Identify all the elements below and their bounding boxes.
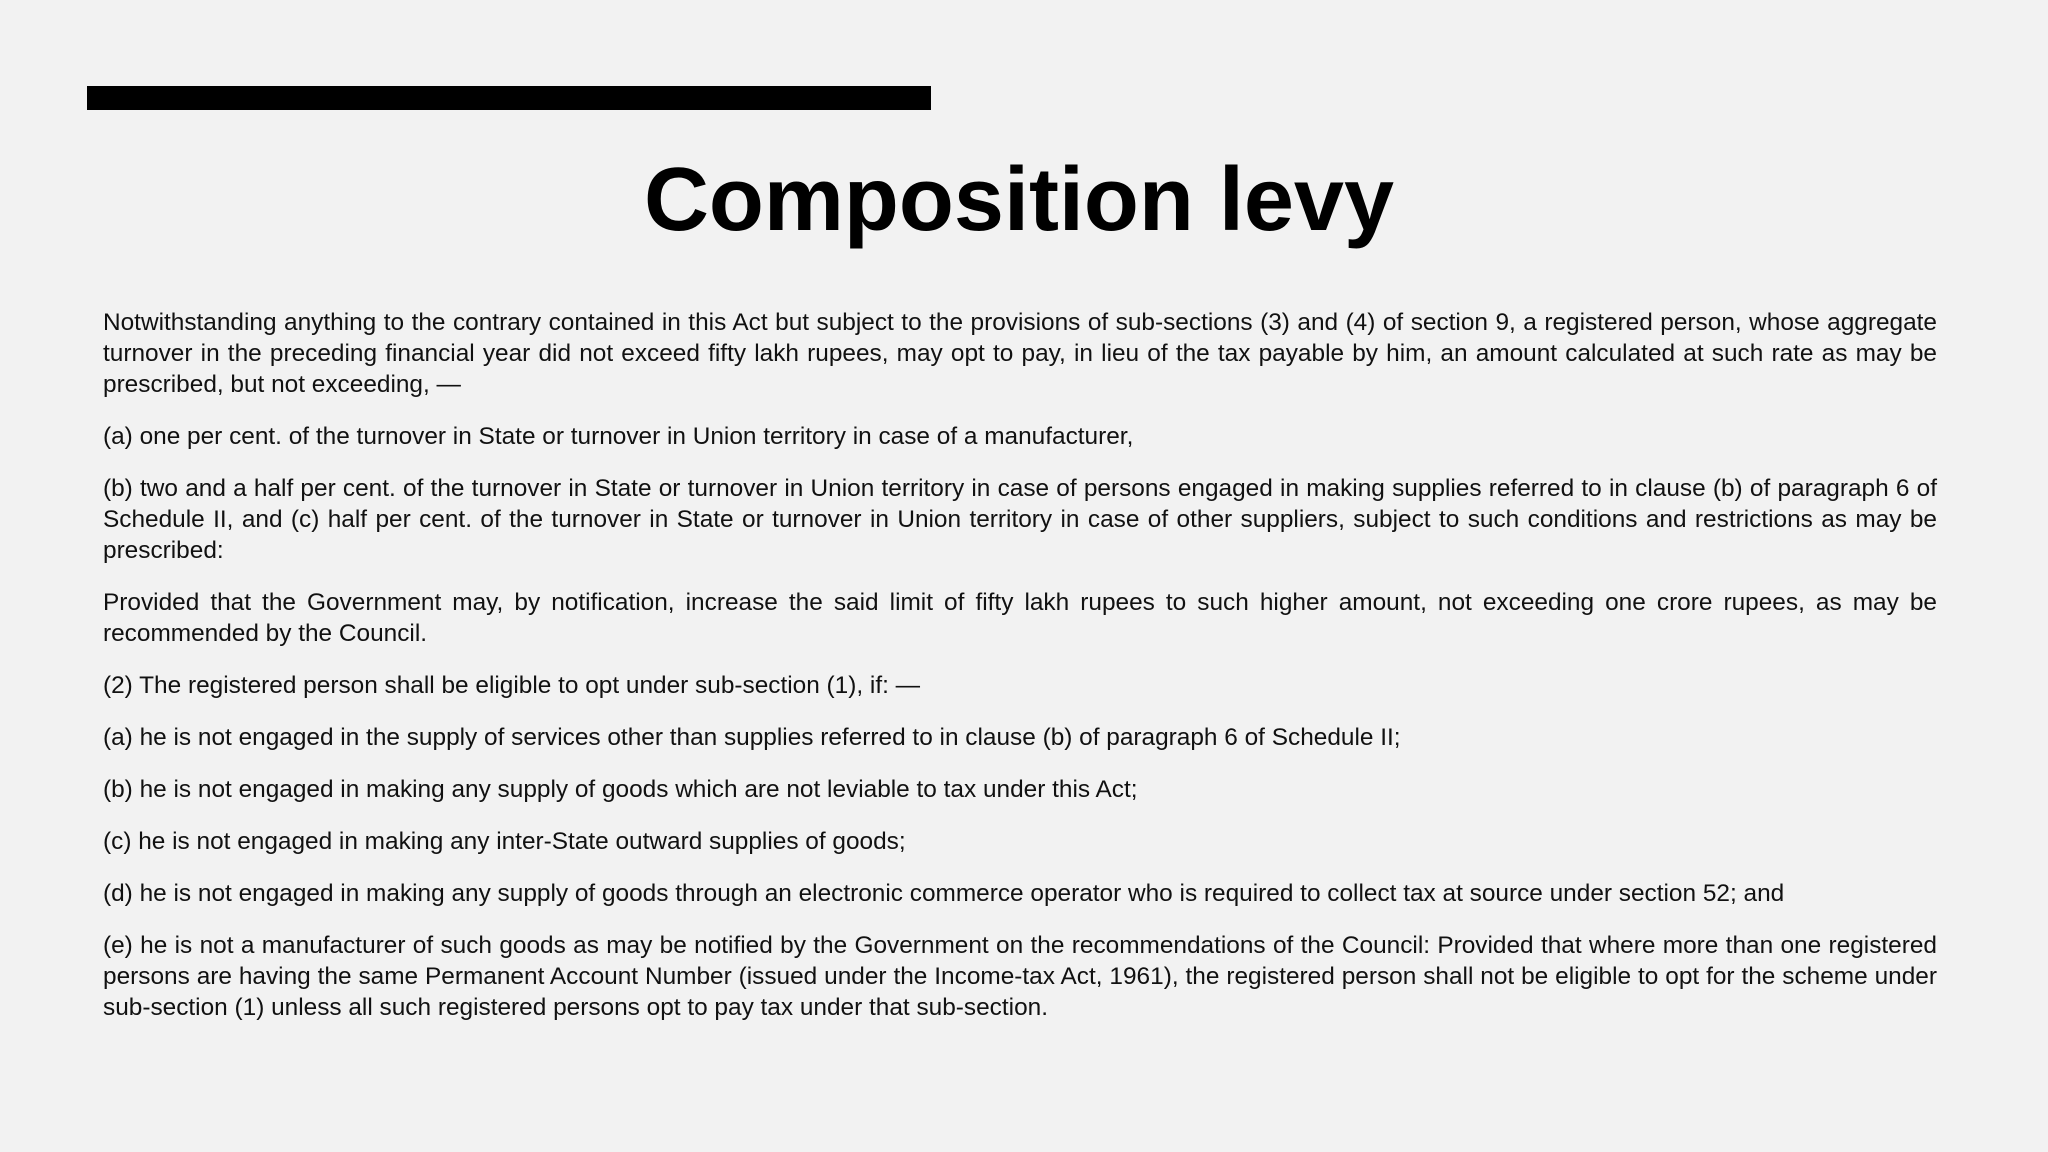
paragraph-clause-b-c: (b) two and a half per cent. of the turnover in State or turnover in Union territory in case of persons engaged in making supplies referred to in clause (b) of paragraph 6 of Schedule II, and (c) half per cent. of the turnover in State or turnover in Union territory in case of other suppliers, subject to such conditions and restrictions as may be prescribed: [103,475,1937,564]
paragraph-condition-e: (e) he is not a manufacturer of such goods as may be notified by the Government on the recommendations of the Council: Provided that where more than one registered persons are having the same Permanent Account Number (issued under the Income-tax Act, 1961), the registered person shall not be eligible to opt for the scheme under sub-section (1) unless all such registered persons opt to pay tax under that sub-section. [103,932,1937,1021]
paragraph-condition-d: (d) he is not engaged in making any supply of goods through an electronic commerce operator who is required to collect tax at source under section 52; and [103,880,1785,907]
paragraph-clause-a: (a) one per cent. of the turnover in State or turnover in Union territory in case of a manufacturer, [103,423,1134,450]
paragraph-condition-b: (b) he is not engaged in making any supply of goods which are not leviable to tax under this Act; [103,776,1138,803]
slide-body [103,307,1937,1044]
paragraph-subsection-2: (2) The registered person shall be eligible to opt under sub-section (1), if: — [103,672,921,699]
paragraph-condition-a: (a) he is not engaged in the supply of services other than supplies referred to in clause (b) of paragraph 6 of Schedule II; [103,724,1401,751]
slide-title: Composition levy [643,150,1395,250]
paragraph-intro: Notwithstanding anything to the contrary contained in this Act but subject to the provisions of sub-sections (3) and (4) of section 9, a registered person, whose aggregate turnover in the preceding financial year did not exceed fifty lakh rupees, may opt to pay, in lieu of the tax payable by him, an amount calculated at such rate as may be prescribed, but not exceeding, — [103,309,1937,398]
accent-bar [87,86,931,110]
paragraph-proviso: Provided that the Government may, by notification, increase the said limit of fifty lakh rupees to such higher amount, not exceeding one crore rupees, as may be recommended by the Council. [103,589,1937,647]
paragraph-condition-c: (c) he is not engaged in making any inter-State outward supplies of goods; [103,828,906,855]
